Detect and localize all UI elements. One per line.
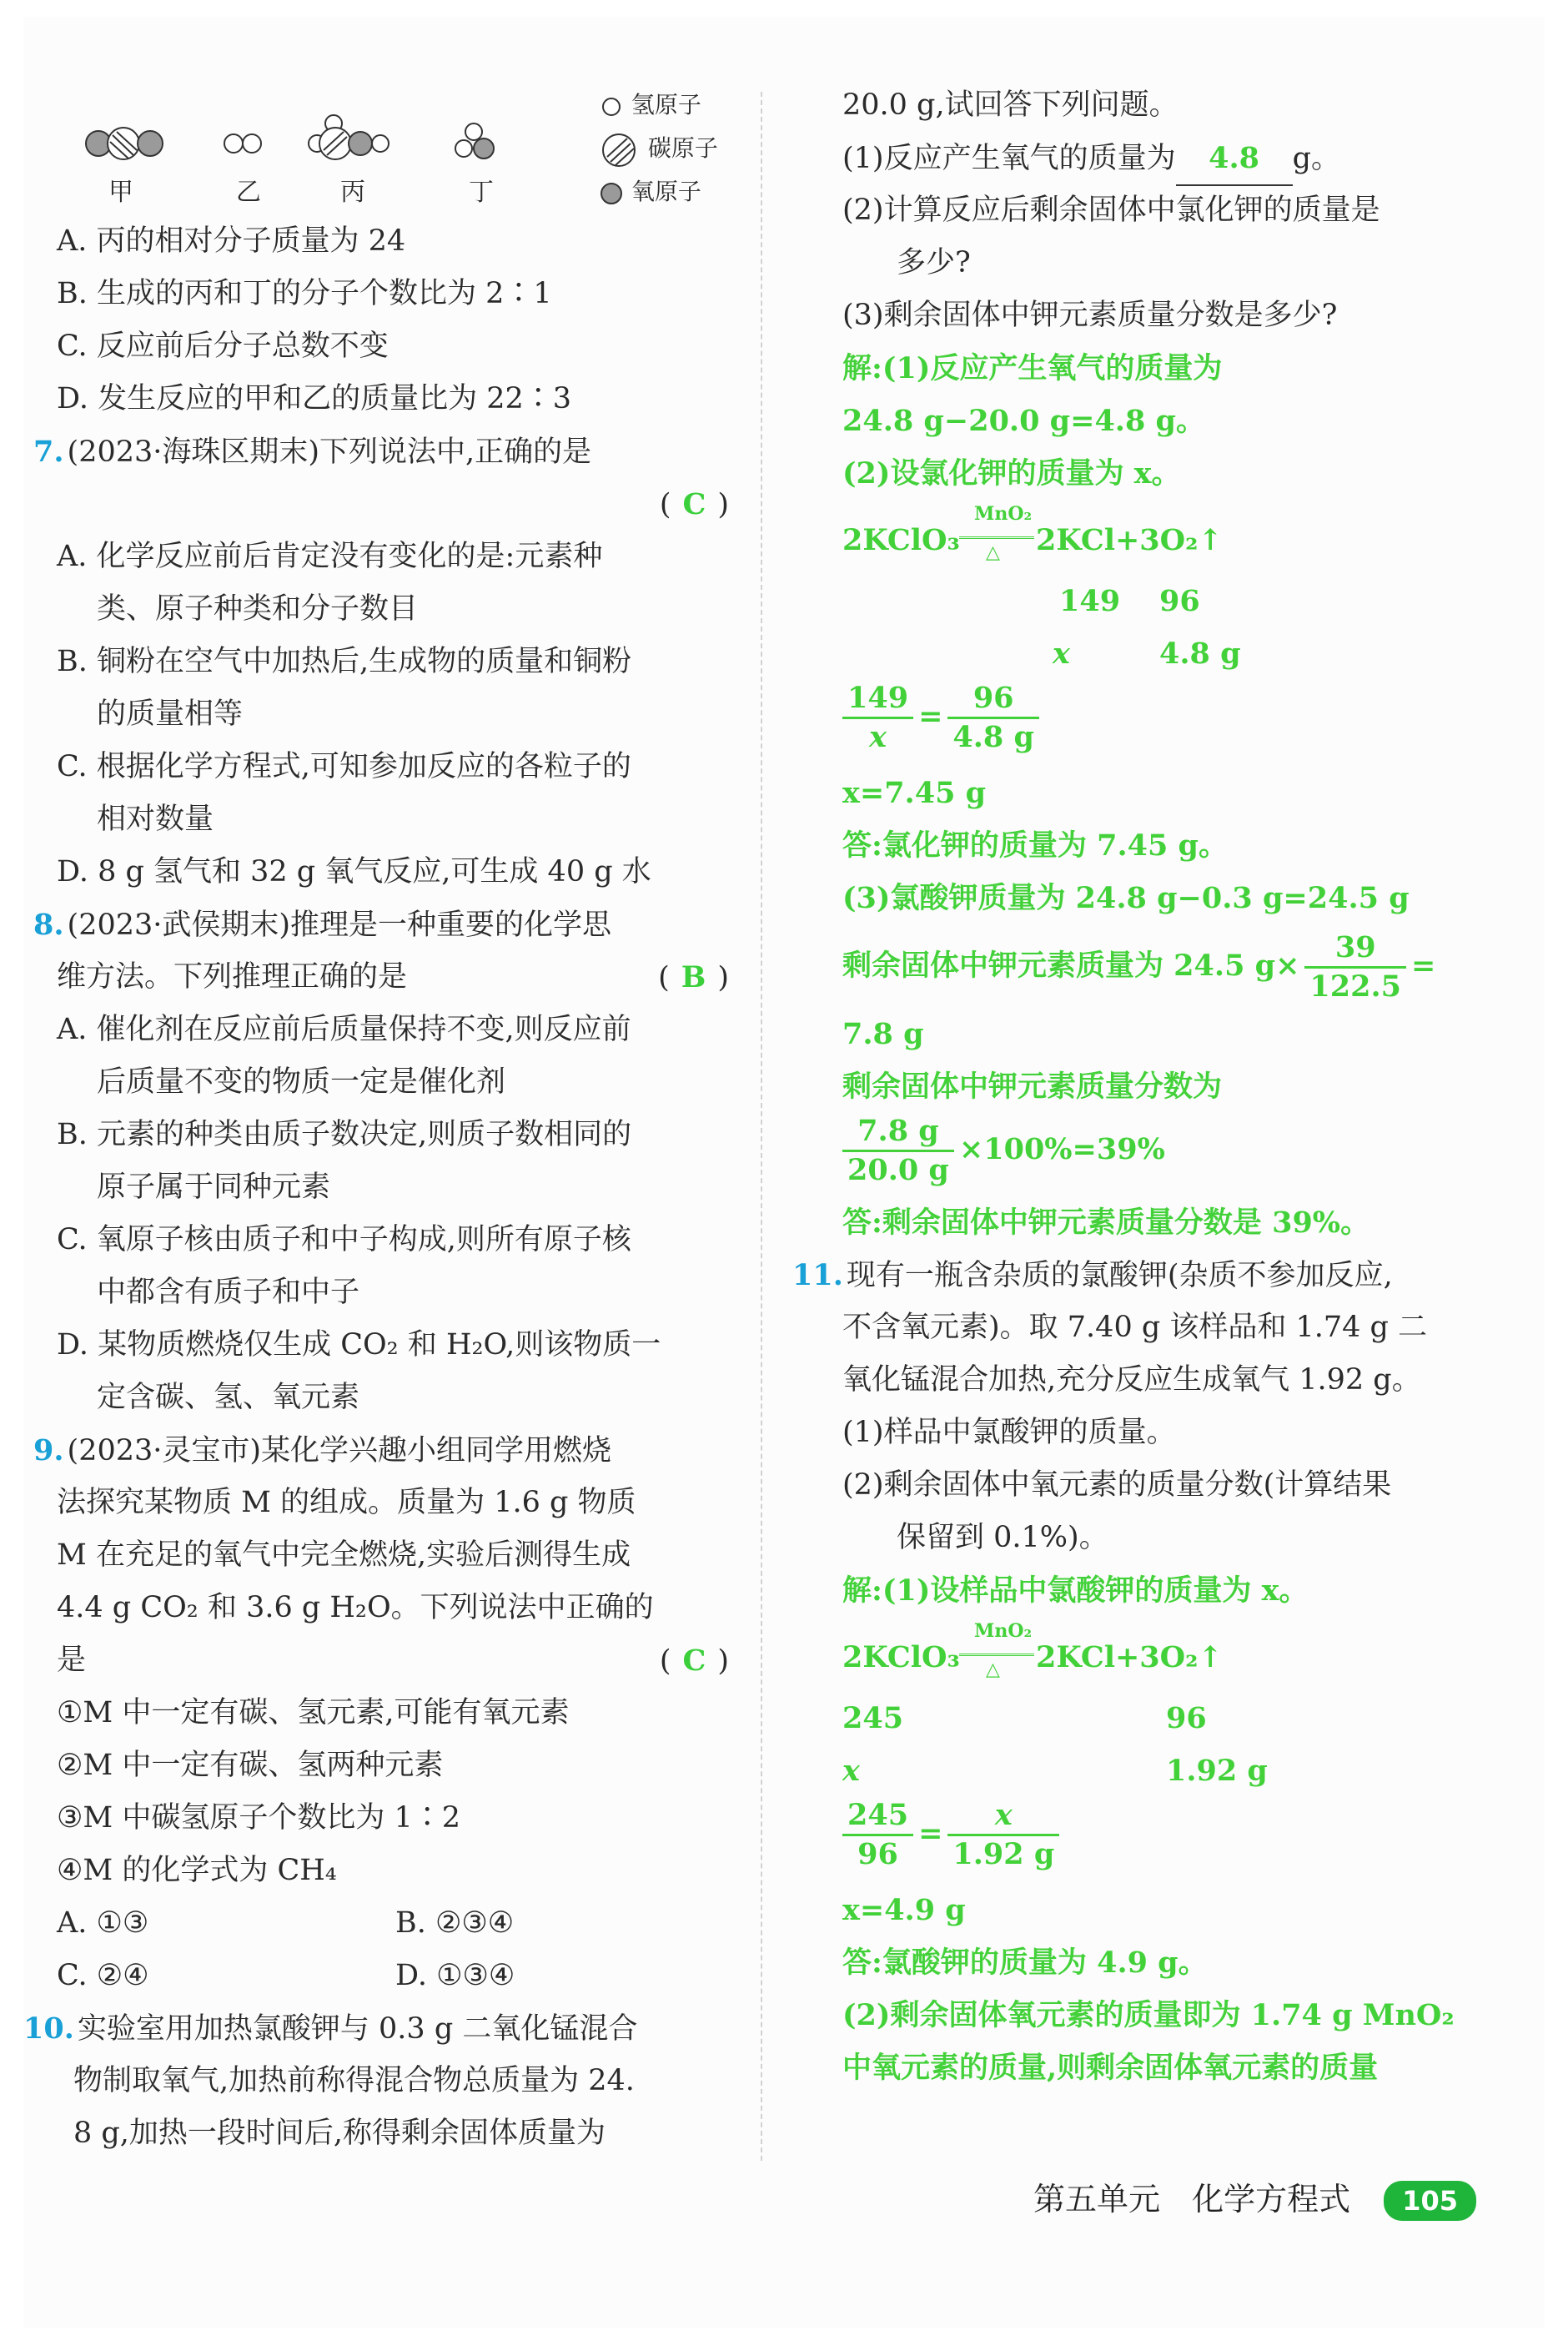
q7-line-4: 的质量相等 bbox=[97, 697, 244, 731]
q7-line-2: 类、原子种类和分子数目 bbox=[97, 592, 419, 626]
q8-line-5: C. 氧原子核由质子和中子构成,则所有原子核 bbox=[57, 1223, 631, 1256]
q7-line-7: D. 8 g 氢气和 32 g 氧气反应,可生成 40 g 水 bbox=[57, 855, 651, 889]
q7-answer-row bbox=[33, 478, 734, 531]
q10-k-eq: = bbox=[1411, 949, 1436, 983]
legend-carbon bbox=[599, 127, 718, 170]
legend-oxygen bbox=[599, 170, 718, 214]
q7-line-5: C. 根据化学方程式,可知参加反应的各粒子的 bbox=[57, 750, 631, 783]
q10-solution-1: 解:(1)反应产生氧气的质量为 bbox=[842, 351, 1223, 385]
q10-k-frac bbox=[1304, 929, 1406, 1005]
q10-result: x=7.45 g bbox=[842, 776, 987, 810]
q6-option-d: D. 发生反应的甲和乙的质量比为 22∶3 bbox=[57, 382, 571, 415]
q10-q1-unit: g。 bbox=[1292, 142, 1340, 175]
q10-question-1 bbox=[817, 132, 1518, 184]
q11-eq-catalyst: MnO₂ bbox=[974, 1620, 1033, 1642]
q9-option-d: D. ①③④ bbox=[395, 1959, 515, 1992]
q11-question-2-line-1: (2)剩余固体中氧元素的质量分数(计算结果 bbox=[842, 1468, 1392, 1502]
label-jia: 甲 bbox=[108, 178, 133, 207]
q10-ratio-bot-2: 4.8 g bbox=[1159, 637, 1241, 671]
q11-ratio-bottom bbox=[817, 1744, 1518, 1797]
q10-solution-3: (2)设氯化钾的质量为 x。 bbox=[842, 456, 1181, 491]
page-footer bbox=[1033, 2173, 1476, 2221]
q11-eq-arrow bbox=[959, 1654, 1034, 1656]
legend-hydrogen-label: 氢原子 bbox=[631, 91, 701, 118]
q10-question-2-line-2: 多少? bbox=[897, 246, 971, 279]
q10-question-3: (3)剩余固体中钾元素质量分数是多少? bbox=[842, 299, 1338, 332]
q9-options-row-1 bbox=[33, 1897, 734, 1950]
q11-solution-2-line-1: (2)剩余固体氧元素的质量即为 1.74 g MnO₂ bbox=[842, 1998, 1455, 2032]
q10-frac-2-den: 4.8 g bbox=[952, 720, 1034, 754]
molecule-yi bbox=[224, 134, 261, 153]
q8-line-8: 定含碳、氢、氧元素 bbox=[97, 1381, 360, 1414]
q10-potassium-mass bbox=[817, 924, 1518, 1008]
q10-eq-catalyst: MnO₂ bbox=[974, 503, 1033, 525]
q11-ratio-top bbox=[817, 1692, 1518, 1744]
q10-stem-1 bbox=[23, 2002, 734, 2055]
q10-answer-2: 答:氯化钾的质量为 7.45 g。 bbox=[842, 828, 1229, 863]
q10-ratio-top-2: 96 bbox=[1159, 584, 1200, 618]
q7-line-6: 相对数量 bbox=[97, 803, 214, 836]
legend-carbon-label: 碳原子 bbox=[647, 134, 718, 162]
q10-k-num: 39 bbox=[1304, 929, 1406, 969]
q11-frac-2-den: 1.92 g bbox=[952, 1837, 1055, 1871]
q10-solution-part-3: (3)氯酸钾质量为 24.8 g−0.3 g=24.5 g bbox=[842, 881, 1410, 915]
q11-frac-1-num: 245 bbox=[842, 1797, 913, 1836]
q9-number: 9. bbox=[33, 1433, 64, 1468]
q8-answer-letter: B bbox=[681, 960, 706, 994]
q10-eq-right: 2KCl+3O₂↑ bbox=[1036, 523, 1223, 557]
q10-frac-2-num: 96 bbox=[947, 680, 1039, 719]
q11-frac-2-num: x bbox=[947, 1797, 1059, 1836]
page-number: 105 bbox=[1384, 2181, 1476, 2221]
q11-proportion: $\frac{245}{96}$ = $\frac{x}{1.92 g}$ bbox=[817, 1797, 1518, 1884]
q8-line-1: A. 催化剂在反应前后质量保持不变,则反应前 bbox=[57, 1013, 631, 1046]
q8-line-2: 后质量不变的物质一定是催化剂 bbox=[97, 1065, 506, 1099]
q9-statement-1: ①M 中一定有碳、氢元素,可能有氧元素 bbox=[57, 1696, 570, 1729]
molecule-ding bbox=[455, 123, 494, 159]
q9-stem-4: 4.4 g CO₂ 和 3.6 g H₂O。下列说法中正确的 bbox=[57, 1591, 654, 1624]
q11-stem-3: 氧化锰混合加热,充分反应生成氧气 1.92 g。 bbox=[842, 1363, 1421, 1397]
q10-p-text: ×100%=39% bbox=[958, 1132, 1165, 1166]
q11-eq-right: 2KCl+3O₂↑ bbox=[1036, 1640, 1223, 1674]
q10-k-result: 7.8 g bbox=[842, 1017, 924, 1051]
q9-statement-2: ②M 中一定有碳、氢两种元素 bbox=[57, 1749, 444, 1782]
q11-answer-1: 答:氯酸钾的质量为 4.9 g。 bbox=[842, 1946, 1208, 1980]
footer-unit: 第五单元 bbox=[1033, 2181, 1160, 2218]
q10-frac-1-den: x bbox=[869, 720, 887, 754]
column-divider bbox=[761, 92, 762, 2161]
q11-solution-2-line-2: 中氧元素的质量,则剩余固体氧元素的质量 bbox=[842, 2051, 1379, 2085]
q11-equation bbox=[817, 1617, 1518, 1692]
q9-option-a: A. ①③ bbox=[57, 1906, 149, 1940]
q10-stem-3: 8 g,加热一段时间后,称得剩余固体质量为 bbox=[73, 2117, 606, 2150]
q8-line-4: 原子属于同种元素 bbox=[97, 1170, 331, 1204]
q10-p-num: 7.8 g bbox=[842, 1113, 954, 1152]
q11-frac-1-den: 96 bbox=[857, 1837, 898, 1871]
q7-answer-letter: C bbox=[682, 487, 706, 521]
q9-answer: ( C ) bbox=[659, 1644, 729, 1678]
q10-p-den: 20.0 g bbox=[847, 1153, 949, 1187]
q11-number: 11. bbox=[792, 1258, 843, 1292]
q11-stem-2: 不含氧元素)。取 7.40 g 该样品和 1.74 g 二 bbox=[842, 1311, 1428, 1344]
q11-frac-1 bbox=[842, 1797, 913, 1873]
q8-stem-text-1: (2023·武侯期末)推理是一种重要的化学思 bbox=[67, 909, 612, 942]
q10-eq-left: 2KClO₃ bbox=[842, 523, 960, 557]
q10-equation bbox=[817, 500, 1518, 575]
q9-stem-3: M 在充足的氧气中完全燃烧,实验后测得生成 bbox=[57, 1538, 631, 1572]
q10-eq-arrow bbox=[959, 536, 1034, 539]
q10-stem-text-1: 实验室用加热氯酸钾与 0.3 g 二氧化锰混合 bbox=[77, 2012, 638, 2046]
q11-stem-1 bbox=[792, 1249, 1518, 1301]
q10-number: 10. bbox=[23, 2011, 74, 2046]
q11-solution-1: 解:(1)设样品中氯酸钾的质量为 x。 bbox=[842, 1573, 1309, 1608]
q11-ratio-bot-1: x bbox=[842, 1754, 860, 1788]
left-column bbox=[23, 215, 734, 2160]
q9-statement-3: ③M 中碳氢原子个数比为 1∶2 bbox=[57, 1801, 461, 1835]
q10-answer-3: 答:剩余固体中钾元素质量分数是 39%。 bbox=[842, 1206, 1370, 1240]
q6-option-c: C. 反应前后分子总数不变 bbox=[57, 330, 389, 363]
q7-stem bbox=[33, 425, 734, 478]
q10-ratio-bottom bbox=[817, 627, 1518, 680]
q10-k-den: 122.5 bbox=[1309, 969, 1402, 1004]
q10-ratio-bot-1: x bbox=[1053, 637, 1070, 671]
legend bbox=[599, 83, 718, 214]
q9-statement-4: ④M 的化学式为 CH₄ bbox=[57, 1854, 337, 1887]
q11-result: x=4.9 g bbox=[842, 1893, 966, 1927]
q9-stem-5 bbox=[33, 1634, 734, 1687]
q11-stem-text-1: 现有一瓶含杂质的氯酸钾(杂质不参加反应, bbox=[846, 1259, 1393, 1292]
footer-title: 化学方程式 bbox=[1192, 2181, 1351, 2218]
q9-options-row-2 bbox=[33, 1950, 734, 2002]
q11-eq-left: 2KClO₃ bbox=[842, 1640, 960, 1674]
q10-question-2-line-1: (2)计算反应后剩余固体中氯化钾的质量是 bbox=[842, 194, 1380, 227]
q10-proportion: $\frac{149}{x}$ = $\frac{96}{4.8 g}$ bbox=[817, 680, 1518, 767]
q11-ratio-top-2: 96 bbox=[1166, 1701, 1207, 1735]
q9-stem-1 bbox=[33, 1424, 734, 1477]
q10-percent bbox=[817, 1113, 1518, 1196]
q10-eq-heat: △ bbox=[986, 541, 1000, 563]
legend-hydrogen bbox=[599, 83, 718, 127]
q10-q1-blank: 4.8 bbox=[1176, 132, 1293, 186]
q8-line-3: B. 元素的种类由质子数决定,则质子数相同的 bbox=[57, 1118, 632, 1151]
q10-q1-text: (1)反应产生氧气的质量为 bbox=[842, 142, 1176, 175]
q8-stem-text-2: 维方法。下列推理正确的是 bbox=[57, 960, 408, 994]
q9-option-c: C. ②④ bbox=[57, 1959, 149, 1992]
q10-frac-1-num: 149 bbox=[842, 680, 913, 719]
q8-stem-2 bbox=[33, 951, 734, 1004]
q7-number: 7. bbox=[33, 435, 64, 469]
q9-stem-2: 法探究某物质 M 的组成。质量为 1.6 g 物质 bbox=[57, 1486, 636, 1519]
q10-solution-2: 24.8 g−20.0 g=4.8 g。 bbox=[842, 404, 1206, 438]
q7-line-1: A. 化学反应前后肯定没有变化的是:元素种 bbox=[57, 540, 603, 573]
q6-option-a: A. 丙的相对分子质量为 24 bbox=[57, 224, 406, 258]
q11-ratio-top-1: 245 bbox=[842, 1701, 904, 1735]
q11-question-2-line-2: 保留到 0.1%)。 bbox=[897, 1521, 1108, 1554]
q10-k-fraction-label: 剩余固体中钾元素质量分数为 bbox=[842, 1070, 1223, 1104]
right-column bbox=[792, 79, 1518, 2094]
q11-frac-2 bbox=[947, 1797, 1059, 1873]
legend-oxygen-label: 氧原子 bbox=[631, 178, 701, 205]
q11-question-1: (1)样品中氯酸钾的质量。 bbox=[842, 1416, 1176, 1449]
q10-stem-2: 物制取氧气,加热前称得混合物总质量为 24. bbox=[73, 2064, 635, 2097]
label-bing: 丙 bbox=[340, 178, 365, 207]
q10-frac-2 bbox=[947, 680, 1039, 756]
q10-ratio-top-1: 149 bbox=[1059, 584, 1121, 618]
q8-answer: ( B ) bbox=[658, 960, 729, 994]
q9-stem-text-5: 是 bbox=[57, 1644, 87, 1677]
label-ding: 丁 bbox=[469, 178, 494, 207]
q7-line-3: B. 铜粉在空气中加热后,生成物的质量和铜粉 bbox=[57, 645, 632, 678]
q9-answer-letter: C bbox=[682, 1644, 706, 1678]
q9-option-b: B. ②③④ bbox=[395, 1906, 515, 1940]
q7-stem-text: (2023·海珠区期末)下列说法中,正确的是 bbox=[67, 435, 592, 469]
molecule-jia bbox=[86, 128, 163, 159]
q11-ratio-bot-2: 1.92 g bbox=[1166, 1754, 1268, 1788]
q8-line-6: 中都含有质子和中子 bbox=[97, 1276, 360, 1309]
q10-ratio-top bbox=[817, 575, 1518, 627]
q10-frac-1 bbox=[842, 680, 913, 756]
q10-stem-4: 20.0 g,试回答下列问题。 bbox=[842, 88, 1179, 122]
q8-number: 8. bbox=[33, 908, 64, 942]
label-yi: 乙 bbox=[236, 178, 261, 207]
molecule-bing bbox=[309, 115, 389, 159]
q7-answer: ( C ) bbox=[659, 487, 729, 521]
q8-stem-1 bbox=[33, 899, 734, 951]
q10-k-text: 剩余固体中钾元素质量为 24.5 g× bbox=[842, 949, 1300, 983]
q8-line-7: D. 某物质燃烧仅生成 CO₂ 和 H₂O,则该物质一 bbox=[57, 1328, 661, 1362]
q10-p-frac bbox=[842, 1113, 954, 1189]
q11-eq-heat: △ bbox=[986, 1659, 1000, 1680]
q6-option-b: B. 生成的丙和丁的分子个数比为 2∶1 bbox=[57, 277, 552, 310]
q9-stem-text-1: (2023·灵宝市)某化学兴趣小组同学用燃烧 bbox=[67, 1434, 612, 1468]
